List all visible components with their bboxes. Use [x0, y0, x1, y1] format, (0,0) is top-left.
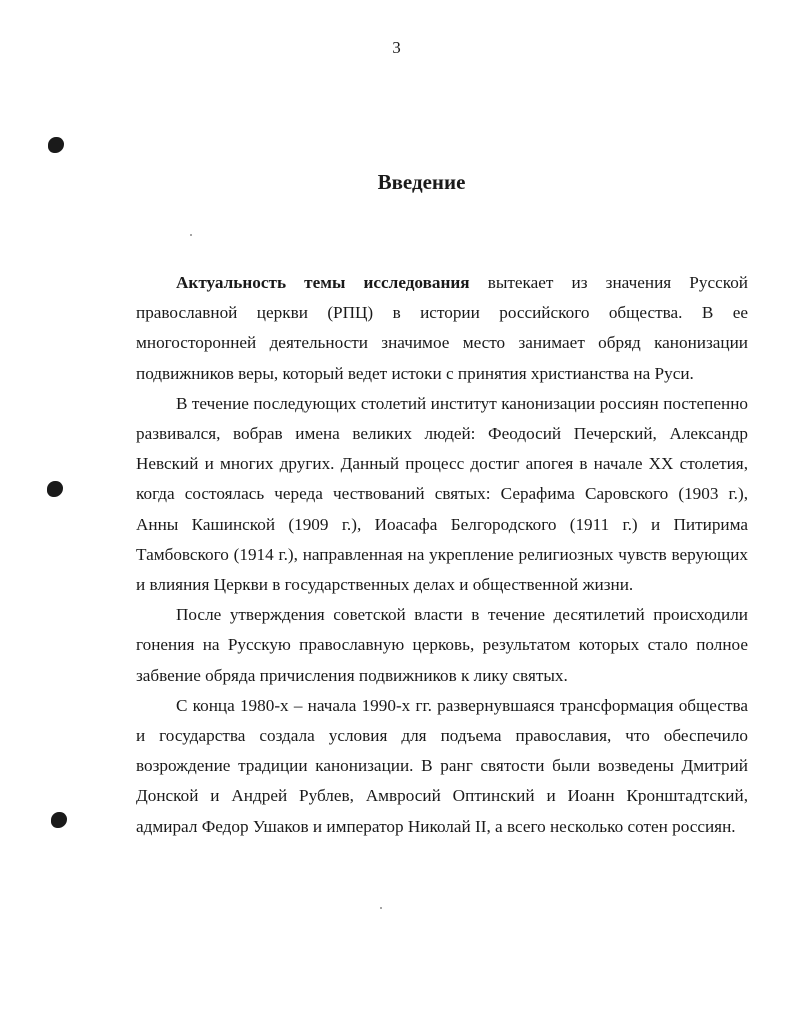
- body-text: [136, 268, 748, 842]
- binder-hole-mark-bottom: [51, 812, 67, 828]
- section-title: Введение: [377, 170, 466, 195]
- paragraph-relevance: [136, 268, 748, 389]
- lead-phrase: Актуальность темы исследования: [176, 273, 470, 292]
- binder-hole-mark-top: [48, 137, 64, 153]
- paragraph-history: В течение последующих столетий институт канонизации россиян постепенно развивался, вобрав имена великих людей: Феодосий Печерский, Александр Невский и многих других. Данный процесс достиг апогея в начале XX столетия, когда состоялась череда чествований святых: Серафима Саровского (1903 г.), Анны Кашинской (1909 г.), Иоасафа Белгородского (1911 г.) и Питирима Тамбовского (1914 г.), направленная на укрепление религиозных чувств верующих и влияния Церкви в государственных делах и общественной жизни.: [136, 393, 748, 595]
- scan-speck: [190, 234, 192, 236]
- paragraph-text: вытекает из значения Русской православной церкви (РПЦ) в истории российского общества. В ее многосторонней деятельности значимое место занимает обряд канонизации подвижников веры, который ведет истоки с принятия христианства на Руси.: [136, 273, 748, 383]
- paragraph-revival: С конца 1980-х – начала 1990-х гг. развернувшаяся трансформация общества и государства создала условия для подъема православия, что обеспечило возрождение традиции канонизации. В ранг святости были возведены Дмитрий Донской и Андрей Рублев, Амвросий Оптинский и Иоанн Кронштадтский, адмирал Федор Ушаков и император Николай II, а всего несколько сотен россиян.: [136, 695, 748, 836]
- binder-hole-mark-middle: [47, 481, 63, 497]
- scan-speck: [380, 907, 382, 909]
- page-number: 3: [392, 38, 401, 57]
- paragraph-soviet-era: После утверждения советской власти в течение десятилетий происходили гонения на Русскую православную церковь, результатом которых стало полное забвение обряда причисления подвижников к лику святых.: [136, 605, 748, 685]
